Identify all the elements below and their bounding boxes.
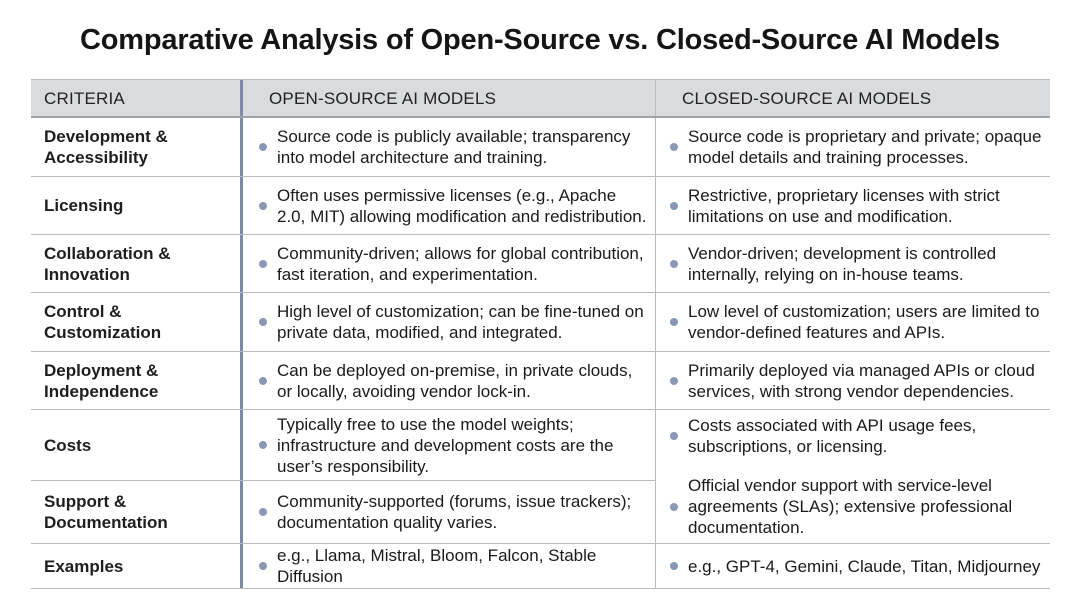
bullet-icon [259, 508, 267, 516]
closed-source-text: Low level of customization; users are limited to vendor-defined features and APIs. [688, 302, 1040, 342]
open-source-cell [240, 544, 655, 588]
criteria-cell: Costs [44, 435, 92, 455]
criteria-cell: Control & Customization [44, 302, 162, 342]
criteria-cell: Licensing [44, 196, 124, 215]
open-source-cell [240, 481, 655, 543]
open-source-cell [240, 352, 655, 409]
bullet-icon [670, 377, 678, 385]
bullet-icon [259, 318, 267, 326]
header-criteria: CRITERIA [44, 88, 125, 108]
open-source-text: High level of customization; can be fine-tuned on private data, modified, and integrated. [277, 302, 644, 342]
closed-source-text: Primarily deployed via managed APIs or cloud services, with strong vendor dependencies. [688, 360, 1035, 401]
header-closed-source: CLOSED-SOURCE AI MODELS [655, 80, 1050, 116]
row-group-left [31, 410, 655, 543]
table-row [31, 235, 1050, 293]
closed-source-cell [655, 352, 1050, 409]
open-source-cell [240, 293, 655, 351]
open-source-text: e.g., Llama, Mistral, Bloom, Falcon, Stable Diffusion [277, 546, 597, 586]
open-source-cell [240, 235, 655, 292]
criteria-cell: Collaboration & Innovation [44, 243, 171, 284]
closed-source-cell [655, 544, 1050, 588]
bullet-icon [259, 143, 267, 151]
closed-source-item [670, 475, 1044, 538]
table-row [31, 177, 1050, 235]
closed-source-text: Costs associated with API usage fees, subscriptions, or licensing. [688, 416, 977, 456]
criteria-cell: Support & Documentation [44, 492, 168, 532]
bullet-icon [670, 432, 678, 440]
open-source-text: Source code is publicly available; transparency into model architecture and training. [277, 127, 631, 167]
header-open-source: OPEN-SOURCE AI MODELS [240, 80, 655, 116]
bullet-icon [670, 202, 678, 210]
closed-source-text: Official vendor support with service-level agreements (SLAs); extensive professional documentation. [688, 476, 1013, 537]
open-source-text: Community-driven; allows for global contribution, fast iteration, and experimentation. [277, 243, 644, 284]
table-row [31, 544, 1050, 589]
closed-source-text: Source code is proprietary and private; opaque model details and training processes. [688, 127, 1042, 167]
bullet-icon [670, 260, 678, 268]
bullet-icon [670, 562, 678, 570]
table-row [31, 410, 655, 480]
table-row [31, 480, 655, 543]
bullet-icon [259, 260, 267, 268]
table-row-group [31, 410, 1050, 544]
closed-source-text: e.g., GPT-4, Gemini, Claude, Titan, Midjourney [688, 556, 1041, 576]
criteria-cell: Development & Accessibility [44, 127, 168, 167]
bullet-icon [670, 318, 678, 326]
closed-source-text: Vendor-driven; development is controlled internally, relying on in-house teams. [688, 243, 997, 284]
page-title: Comparative Analysis of Open-Source vs. Closed-Source AI Models [80, 24, 1000, 56]
bullet-icon [259, 377, 267, 385]
bullet-icon [259, 562, 267, 570]
bullet-icon [670, 143, 678, 151]
bullet-icon [259, 441, 267, 449]
criteria-cell: Examples [44, 556, 124, 576]
comparison-table [31, 79, 1050, 589]
open-source-text: Often uses permissive licenses (e.g., Apache 2.0, MIT) allowing modification and redistribution. [277, 185, 647, 226]
open-source-cell [240, 177, 655, 234]
table-header-row [31, 80, 1050, 118]
table-row [31, 293, 1050, 352]
open-source-cell [240, 118, 655, 176]
table-row [31, 118, 1050, 177]
open-source-text: Community-supported (forums, issue trackers); documentation quality varies. [277, 492, 632, 532]
closed-source-text: Restrictive, proprietary licenses with strict limitations on use and modification. [688, 185, 1000, 226]
bullet-icon [259, 202, 267, 210]
closed-source-cell [655, 293, 1050, 351]
closed-source-item [670, 415, 1044, 457]
closed-source-cell [655, 235, 1050, 292]
closed-source-cell [655, 177, 1050, 234]
closed-source-merged-cell [655, 410, 1050, 543]
criteria-cell: Deployment & Independence [44, 360, 159, 401]
bullet-icon [670, 503, 678, 511]
open-source-text: Typically free to use the model weights; infrastructure and development costs are the user’s responsibility. [277, 414, 614, 476]
table-row [31, 352, 1050, 410]
closed-source-cell [655, 118, 1050, 176]
open-source-cell [240, 410, 655, 480]
open-source-text: Can be deployed on-premise, in private clouds, or locally, avoiding vendor lock-in. [277, 360, 633, 401]
